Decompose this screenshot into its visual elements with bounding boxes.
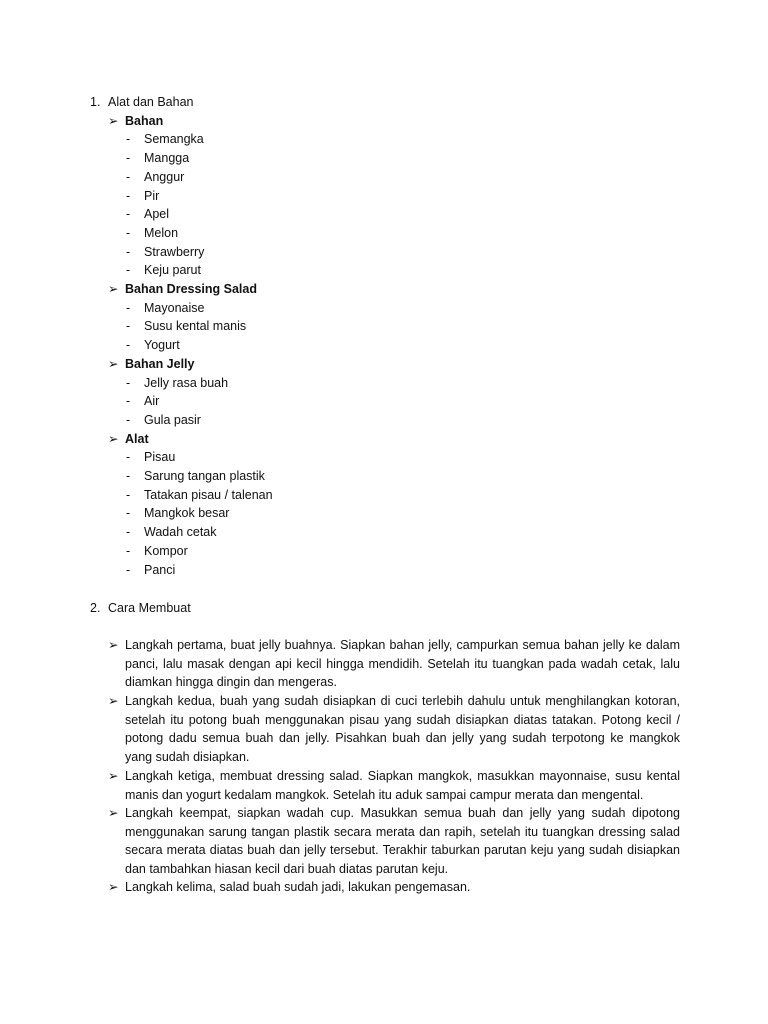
dash-bullet: - — [126, 300, 131, 315]
list-item-text: Mangkok besar — [144, 506, 230, 521]
dash-bullet: - — [126, 319, 131, 334]
dash-bullet: - — [126, 562, 131, 577]
arrow-bullet-icon: ➢ — [108, 638, 119, 652]
list-item — [126, 523, 217, 541]
dash-bullet: - — [126, 225, 131, 240]
list-item — [126, 542, 188, 560]
dash-bullet: - — [126, 151, 131, 166]
list-item-text: Air — [144, 394, 160, 409]
list-item — [126, 317, 246, 335]
list-item-text: Melon — [144, 225, 179, 240]
list-item-text: Strawberry — [144, 244, 205, 259]
group-heading — [108, 112, 163, 130]
arrow-bullet-icon: ➢ — [108, 356, 119, 371]
dash-bullet: - — [126, 469, 131, 483]
step-text: Langkah ketiga, membuat dressing salad. Siapkan mangkok, masukkan mayonnaise, susu kental manis dan yogurt kedalam mangkok. Setelah itu aduk sampai campur merata dan mengental. — [125, 769, 680, 802]
group-title: Alat — [125, 431, 149, 446]
list-item-text: Wadah cetak — [144, 525, 217, 540]
dash-bullet: - — [126, 525, 131, 540]
list-item — [126, 130, 204, 148]
dash-bullet: - — [126, 506, 131, 521]
list-item-text: Kompor — [144, 543, 188, 558]
group-title: Bahan — [125, 113, 164, 128]
step-item — [108, 636, 680, 692]
arrow-bullet-icon: ➢ — [108, 806, 119, 820]
list-item — [126, 168, 184, 186]
list-item-text: Anggur — [144, 169, 185, 184]
arrow-bullet-icon: ➢ — [108, 880, 119, 894]
list-item — [126, 187, 159, 205]
section-title-text: Cara Membuat — [108, 601, 191, 615]
group-title: Bahan Jelly — [125, 356, 195, 371]
list-item — [126, 504, 229, 522]
list-item — [126, 205, 169, 223]
step-item — [108, 692, 680, 767]
list-item — [126, 486, 273, 504]
dash-bullet: - — [126, 543, 131, 558]
step-text: Langkah kelima, salad buah sudah jadi, lakukan pengemasan. — [125, 880, 471, 894]
list-item-text: Yogurt — [144, 338, 180, 353]
list-item — [126, 392, 159, 410]
list-item — [126, 261, 201, 279]
list-item-text: Mangga — [144, 151, 190, 166]
list-item-text: Panci — [144, 562, 176, 577]
step-text: Langkah kedua, buah yang sudah disiapkan di cuci terlebih dahulu untuk menghilangkan kotoran, setelah itu potong buah menggunakan pisau yang sudah disiapkan diatas tatakan. Potong kecil / potong dadu semua buah dan jelly. Pisahkan buah dan jelly yang sudah terpotong ke mangkok yang sudah disiapkan. — [125, 694, 680, 765]
list-item-text: Keju parut — [144, 263, 201, 278]
arrow-bullet-icon: ➢ — [108, 113, 119, 128]
group-heading — [108, 355, 194, 373]
dash-bullet: - — [126, 394, 131, 409]
step-item — [108, 878, 680, 897]
list-item — [126, 411, 201, 429]
step-item — [108, 804, 680, 879]
arrow-bullet-icon: ➢ — [108, 282, 119, 296]
dash-bullet: - — [126, 450, 131, 465]
step-text: Langkah pertama, buat jelly buahnya. Siapkan bahan jelly, campurkan semua bahan jelly ke dalam panci, lalu masak dengan api kecil hingga mendidih. Setelah itu tuangkan pada wadah cetak, lalu diamkan hingga dingin dan mengeras. — [125, 638, 680, 690]
dash-bullet: - — [126, 375, 131, 390]
list-item-text: Gula pasir — [144, 412, 201, 427]
group-heading — [108, 430, 149, 448]
section-number: 1. — [90, 95, 101, 109]
dash-bullet: - — [126, 244, 131, 259]
section-1-heading — [90, 93, 194, 111]
list-item — [126, 299, 204, 317]
dash-bullet: - — [126, 338, 131, 353]
list-item — [126, 467, 265, 485]
list-item — [126, 224, 178, 242]
arrow-bullet-icon: ➢ — [108, 769, 119, 783]
section-2-heading — [90, 599, 191, 617]
dash-bullet: - — [126, 207, 131, 222]
list-item-text: Mayonaise — [144, 300, 205, 315]
dash-bullet: - — [126, 132, 131, 147]
dash-bullet: - — [126, 412, 131, 427]
list-item — [126, 149, 189, 167]
dash-bullet: - — [126, 188, 131, 203]
list-item — [126, 336, 180, 354]
step-text: Langkah keempat, siapkan wadah cup. Masukkan semua buah dan jelly yang sudah dipotong menggunakan sarung tangan plastik secara merata dan rapih, setelah itu tuangkan dressing salad secara merata diatas buah dan jelly tersebut. Terakhir taburkan parutan keju yang sudah disiapkan dan tambahkan hiasan kecil dari buah diatas parutan keju. — [125, 806, 680, 877]
arrow-bullet-icon: ➢ — [108, 694, 119, 708]
group-heading — [108, 280, 257, 298]
list-item — [126, 243, 204, 261]
step-item — [108, 767, 680, 804]
dash-bullet: - — [126, 263, 131, 278]
section-number: 2. — [90, 601, 101, 615]
list-item — [126, 561, 175, 579]
list-item-text: Susu kental manis — [144, 319, 247, 334]
list-item — [126, 448, 175, 466]
list-item — [126, 374, 228, 392]
list-item-text: Tatakan pisau / talenan — [144, 487, 273, 502]
list-item-text: Sarung tangan plastik — [144, 469, 265, 483]
list-item-text: Pir — [144, 188, 160, 203]
dash-bullet: - — [126, 169, 131, 184]
list-item-text: Semangka — [144, 132, 204, 147]
section-title-text: Alat dan Bahan — [108, 95, 194, 109]
list-item-text: Jelly rasa buah — [144, 375, 229, 390]
list-item-text: Pisau — [144, 450, 176, 465]
group-title: Bahan Dressing Salad — [125, 282, 257, 296]
dash-bullet: - — [126, 487, 131, 502]
arrow-bullet-icon: ➢ — [108, 431, 119, 446]
list-item-text: Apel — [144, 207, 170, 222]
